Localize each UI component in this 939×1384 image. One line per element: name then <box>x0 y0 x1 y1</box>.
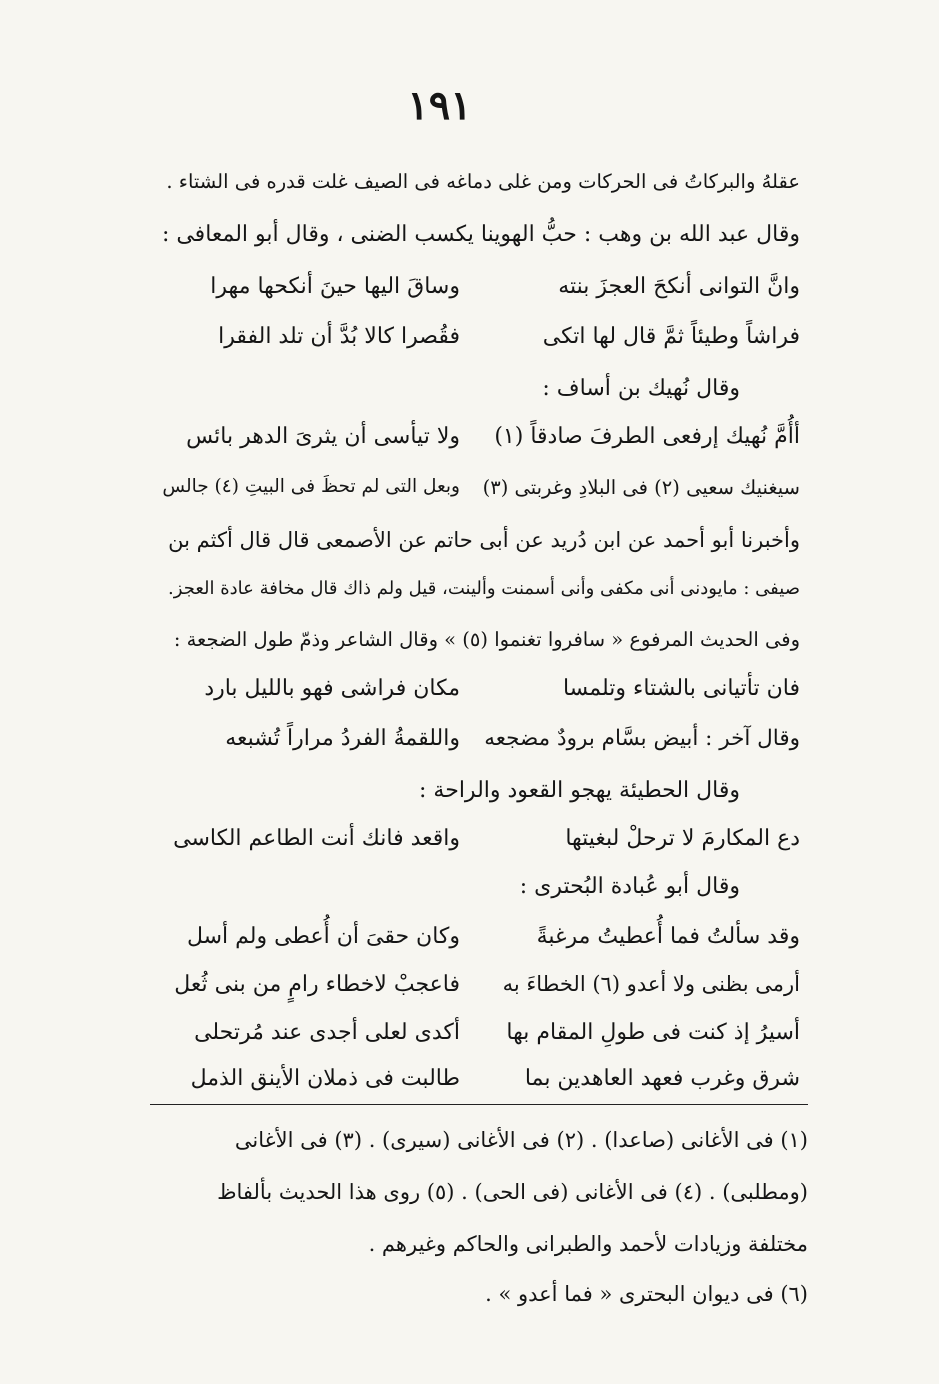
text-line: صيفى : مايودنى أنى مكفى وأنى أسمنت وألينت، قيل ولم ذاك قال مخافة عادة العجز. <box>168 578 800 599</box>
footnote-line: (ومطلبى) . (٤) فى الأغانى (فى الحى) . (٥) روى هذا الحديث بألفاظ <box>217 1180 808 1204</box>
text-line: وقال نُهيك بن أساف : <box>542 376 740 401</box>
verse-second-hemistich: أكدى لعلى أجدى عند مُرتحلى <box>194 1020 460 1045</box>
text-line: وفى الحديث المرفوع « سافروا تغنموا (٥) » وقال الشاعر وذمّ طول الضجعة : <box>173 628 800 651</box>
verse-line <box>160 676 800 706</box>
verse-line <box>160 476 800 506</box>
verse-first-hemistich: فان تأتيانى بالشتاء وتلمسا <box>562 676 800 701</box>
text-line: وأخبرنا أبو أحمد عن ابن دُريد عن أبى حاتم عن الأصمعى قال قال أكثم بن <box>168 528 800 552</box>
verse-line <box>160 274 800 304</box>
verse-second-hemistich: ولا تيأسى أن يثرىَ الدهر بائس <box>186 424 460 449</box>
verse-second-hemistich: واقعد فانك أنت الطاعم الكاسى <box>173 826 460 851</box>
verse-first-hemistich: وقال آخر : أبيض بسَّام برودٌ مضجعه <box>484 726 800 751</box>
text-line: وقال الحطيئة يهجو القعود والراحة : <box>419 778 740 803</box>
verse-line <box>160 924 800 954</box>
verse-second-hemistich: واللقمةُ الفردُ مراراً تُشبعه <box>225 726 460 751</box>
verse-second-hemistich: وساقَ اليها حينَ أنكحها مهرا <box>210 274 460 299</box>
text-line: عقلهُ والبركاتُ فى الحركات ومن غلى دماغه فى الصيف غلت قدره فى الشتاء . <box>166 170 800 193</box>
verse-line <box>160 424 800 454</box>
verse-first-hemistich: سيغنيك سعيى (٢) فى البلادِ وغربتى (٣) <box>482 476 800 499</box>
verse-line <box>160 826 800 856</box>
verse-first-hemistich: دع المكارمَ لا ترحلْ لبغيتها <box>565 826 800 851</box>
text-line: وقال عبد الله بن وهب : حبُّ الهوينا يكسب الضنى ، وقال أبو المعافى : <box>161 222 800 247</box>
footnote-line: (١) فى الأغانى (صاعدا) . (٢) فى الأغانى (سيرى) . (٣) فى الأغانى <box>234 1128 808 1152</box>
verse-first-hemistich: أأُمَّ نُهيك إرفعى الطرفَ صادقاً (١) <box>494 424 800 449</box>
verse-first-hemistich: وقد سألتُ فما أُعطيتُ مرغبةً <box>536 924 800 949</box>
text-line: وقال أبو عُبادة البُحترى : <box>519 874 740 899</box>
verse-second-hemistich: وكان حقىَ أن أُعطى ولم أسل <box>186 924 460 949</box>
verse-line <box>160 726 800 756</box>
verse-first-hemistich: أسيرُ إذ كنت فى طولِ المقام بها <box>506 1020 800 1045</box>
page-number: ١٩١ <box>407 82 472 129</box>
verse-second-hemistich: فاعجبْ لاخطاء رامٍ من بنى ثُعل <box>174 972 460 997</box>
verse-first-hemistich: فراشاً وطيئاً ثمَّ قال لها اتكى <box>542 324 800 349</box>
verse-first-hemistich: شرق وغرب فعهد العاهدين بما <box>524 1066 800 1091</box>
verse-second-hemistich: وبعل التى لم تحظَ فى البيتِ (٤) جالس <box>162 476 460 497</box>
footnote-line: مختلفة وزيادات لأحمد والطبرانى والحاكم وغيرهم . <box>368 1232 808 1256</box>
verse-second-hemistich: طالبت فى ذملان الأينق الذمل <box>190 1066 460 1091</box>
footnote-line: (٦) فى ديوان البحترى « فما أعدو » . <box>485 1282 808 1306</box>
verse-first-hemistich: وانَّ التوانى أنكحَ العجزَ بنته <box>558 274 800 299</box>
verse-first-hemistich: أرمى بظنى ولا أعدو (٦) الخطاءَ به <box>502 972 800 996</box>
verse-second-hemistich: فقُصرا كالا بُدَّ أن تلد الفقرا <box>218 324 460 349</box>
verse-line <box>160 1066 800 1096</box>
verse-line <box>160 324 800 354</box>
verse-second-hemistich: مكان فراشى فهو بالليل بارد <box>204 676 460 701</box>
verse-line <box>160 1020 800 1050</box>
footnote-divider <box>150 1104 808 1105</box>
verse-line <box>160 972 800 1002</box>
